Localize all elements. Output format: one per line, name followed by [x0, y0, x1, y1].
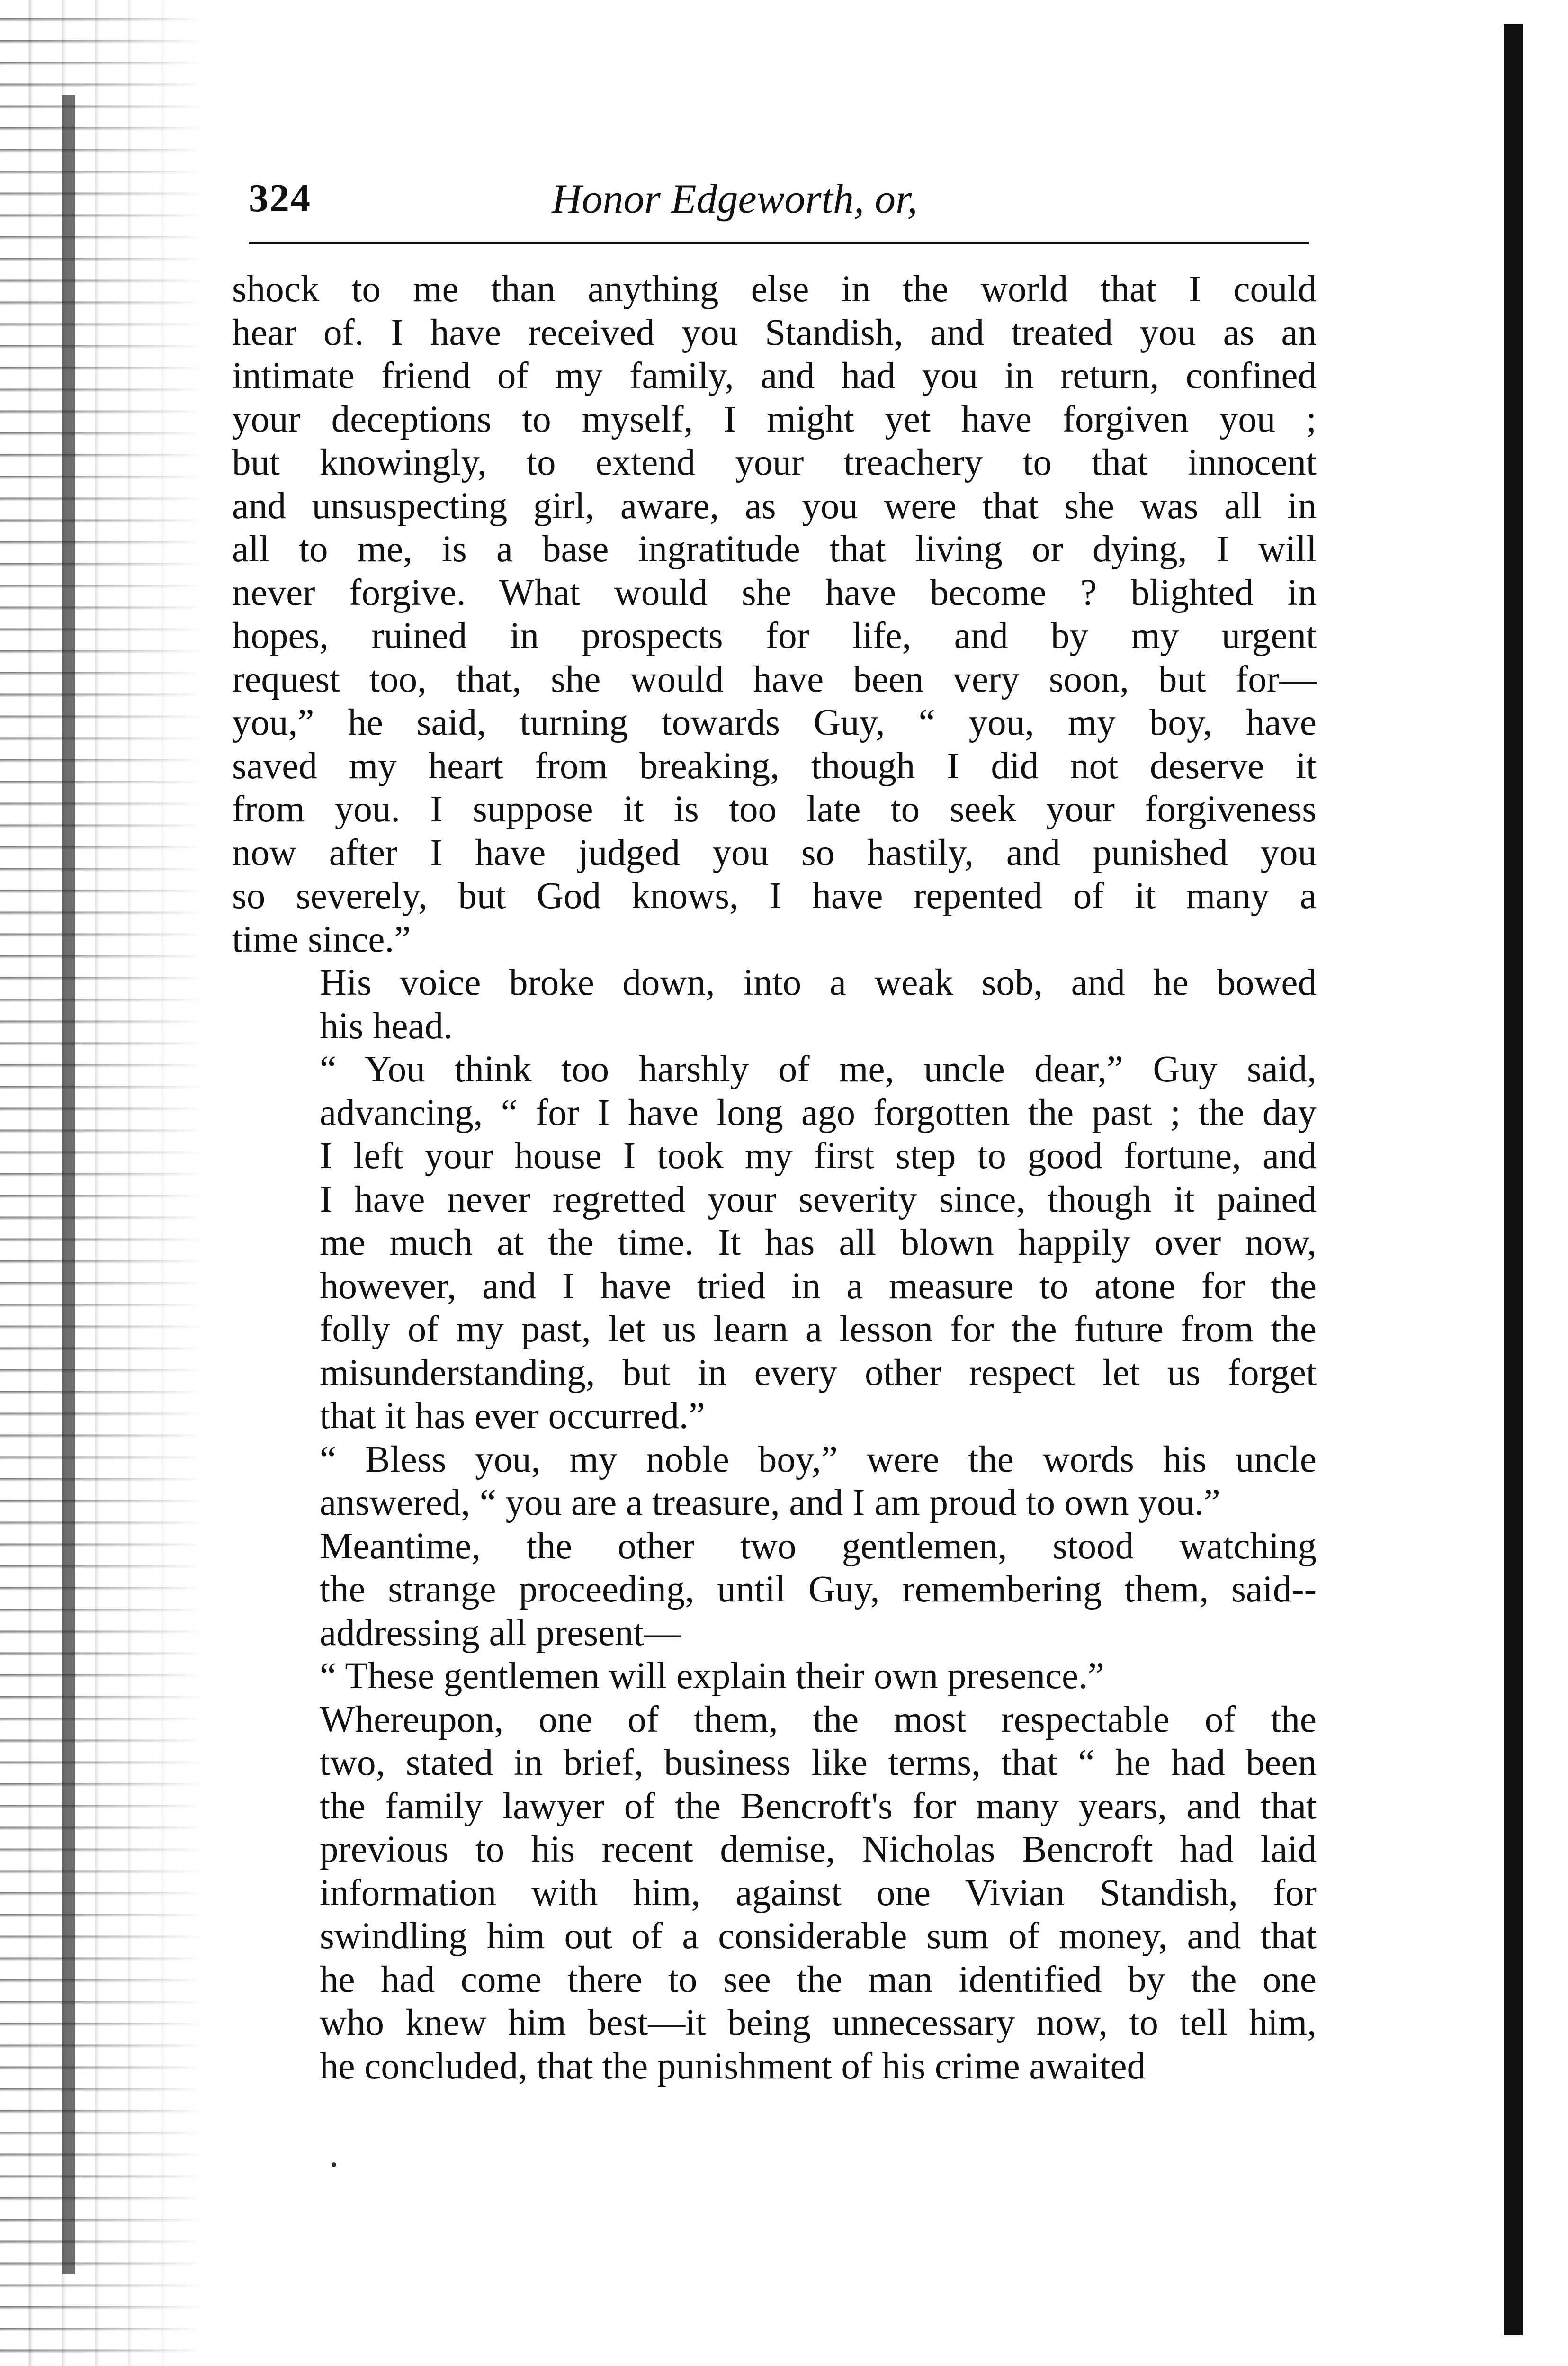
- text-line: never forgive. What would she have become ? blighted in: [232, 572, 1317, 613]
- text-line: saved my heart from breaking, though I did not deserve it: [232, 745, 1317, 787]
- text-line: addressing all present—: [320, 1612, 681, 1654]
- text-line: but knowingly, to extend your treachery to that innocent: [232, 442, 1317, 483]
- text-line: time since.”: [232, 918, 411, 960]
- text-line: all to me, is a base ingratitude that living or dying, I will: [232, 529, 1317, 570]
- running-title: Honor Edgeworth, or,: [552, 176, 918, 222]
- text-line: from you. I suppose it is too late to seek your forgiveness: [232, 789, 1317, 830]
- text-line: Whereupon, one of them, the most respectable of the: [320, 1699, 1317, 1740]
- scan-edge-bar: [1504, 24, 1523, 2335]
- text-line: he had come there to see the man identified by the one: [320, 1959, 1317, 2000]
- text-line: information with him, against one Vivian Standish, for: [320, 1872, 1317, 1914]
- text-line: I have never regretted your severity since, though it pained: [320, 1179, 1317, 1220]
- text-line: you,” he said, turning towards Guy, “ you, my boy, have: [232, 702, 1317, 743]
- text-line: and unsuspecting girl, aware, as you were that she was all in: [232, 485, 1317, 527]
- paragraph: [232, 1655, 1317, 1698]
- text-line: your deceptions to myself, I might yet have forgiven you ;: [232, 398, 1317, 440]
- text-line: folly of my past, let us learn a lesson for the future from the: [320, 1309, 1317, 1350]
- text-line: misunderstanding, but in every other respect let us forget: [320, 1352, 1317, 1394]
- paragraph: [232, 268, 1317, 961]
- text-line: who knew him best—it being unnecessary now, to tell him,: [320, 2002, 1317, 2043]
- text-line: hopes, ruined in prospects for life, and by my urgent: [232, 615, 1317, 657]
- header-rule: [249, 242, 1309, 244]
- text-line: he concluded, that the punishment of his crime awaited: [320, 2045, 1146, 2087]
- text-line: advancing, “ for I have long ago forgotten the past ; the day: [320, 1092, 1317, 1134]
- text-line: request too, that, she would have been very soon, but for—: [232, 658, 1317, 700]
- text-line: “ These gentlemen will explain their own presence.”: [320, 1655, 1104, 1697]
- text-line: that it has ever occurred.”: [320, 1395, 705, 1437]
- text-line: so severely, but God knows, I have repented of it many a: [232, 875, 1317, 917]
- text-line: hear of. I have received you Standish, and treated you as an: [232, 312, 1317, 353]
- text-line: shock to me than anything else in the world that I could: [232, 269, 1317, 310]
- text-line: answered, “ you are a treasure, and I am proud to own you.”: [320, 1482, 1220, 1523]
- text-line: the family lawyer of the Bencroft's for many years, and that: [320, 1785, 1317, 1827]
- text-line: two, stated in brief, business like terms, that “ he had been: [320, 1742, 1317, 1783]
- text-line: however, and I have tried in a measure to atone for the: [320, 1265, 1317, 1307]
- text-line: now after I have judged you so hastily, and punished you: [232, 832, 1317, 873]
- speck: [332, 2162, 336, 2167]
- text-line: I left your house I took my first step to good fortune, and: [320, 1135, 1317, 1177]
- body-text: [232, 268, 1317, 2088]
- paragraph: [232, 1525, 1317, 1655]
- text-line: the strange proceeding, until Guy, remembering them, said--: [320, 1569, 1317, 1610]
- page-header: [249, 171, 1309, 232]
- text-line: his head.: [320, 1005, 453, 1047]
- paragraph: [232, 1048, 1317, 1438]
- text-line: “ Bless you, my noble boy,” were the words his uncle: [320, 1439, 1317, 1480]
- text-line: His voice broke down, into a weak sob, and he bowed: [320, 962, 1317, 1003]
- text-line: swindling him out of a considerable sum of money, and that: [320, 1916, 1317, 1957]
- page-number: 324: [249, 176, 311, 220]
- text-line: intimate friend of my family, and had you in return, confined: [232, 355, 1317, 396]
- paragraph: [232, 1698, 1317, 2088]
- scanned-binding-edge: [0, 0, 204, 2366]
- text-line: “ You think too harshly of me, uncle dear,” Guy said,: [320, 1049, 1317, 1090]
- text-line: Meantime, the other two gentlemen, stood watching: [320, 1525, 1317, 1567]
- paragraph: [232, 1438, 1317, 1525]
- paragraph: [232, 961, 1317, 1048]
- text-line: previous to his recent demise, Nicholas Bencroft had laid: [320, 1829, 1317, 1870]
- text-line: me much at the time. It has all blown happily over now,: [320, 1222, 1317, 1263]
- binding-shadow: [62, 95, 75, 2274]
